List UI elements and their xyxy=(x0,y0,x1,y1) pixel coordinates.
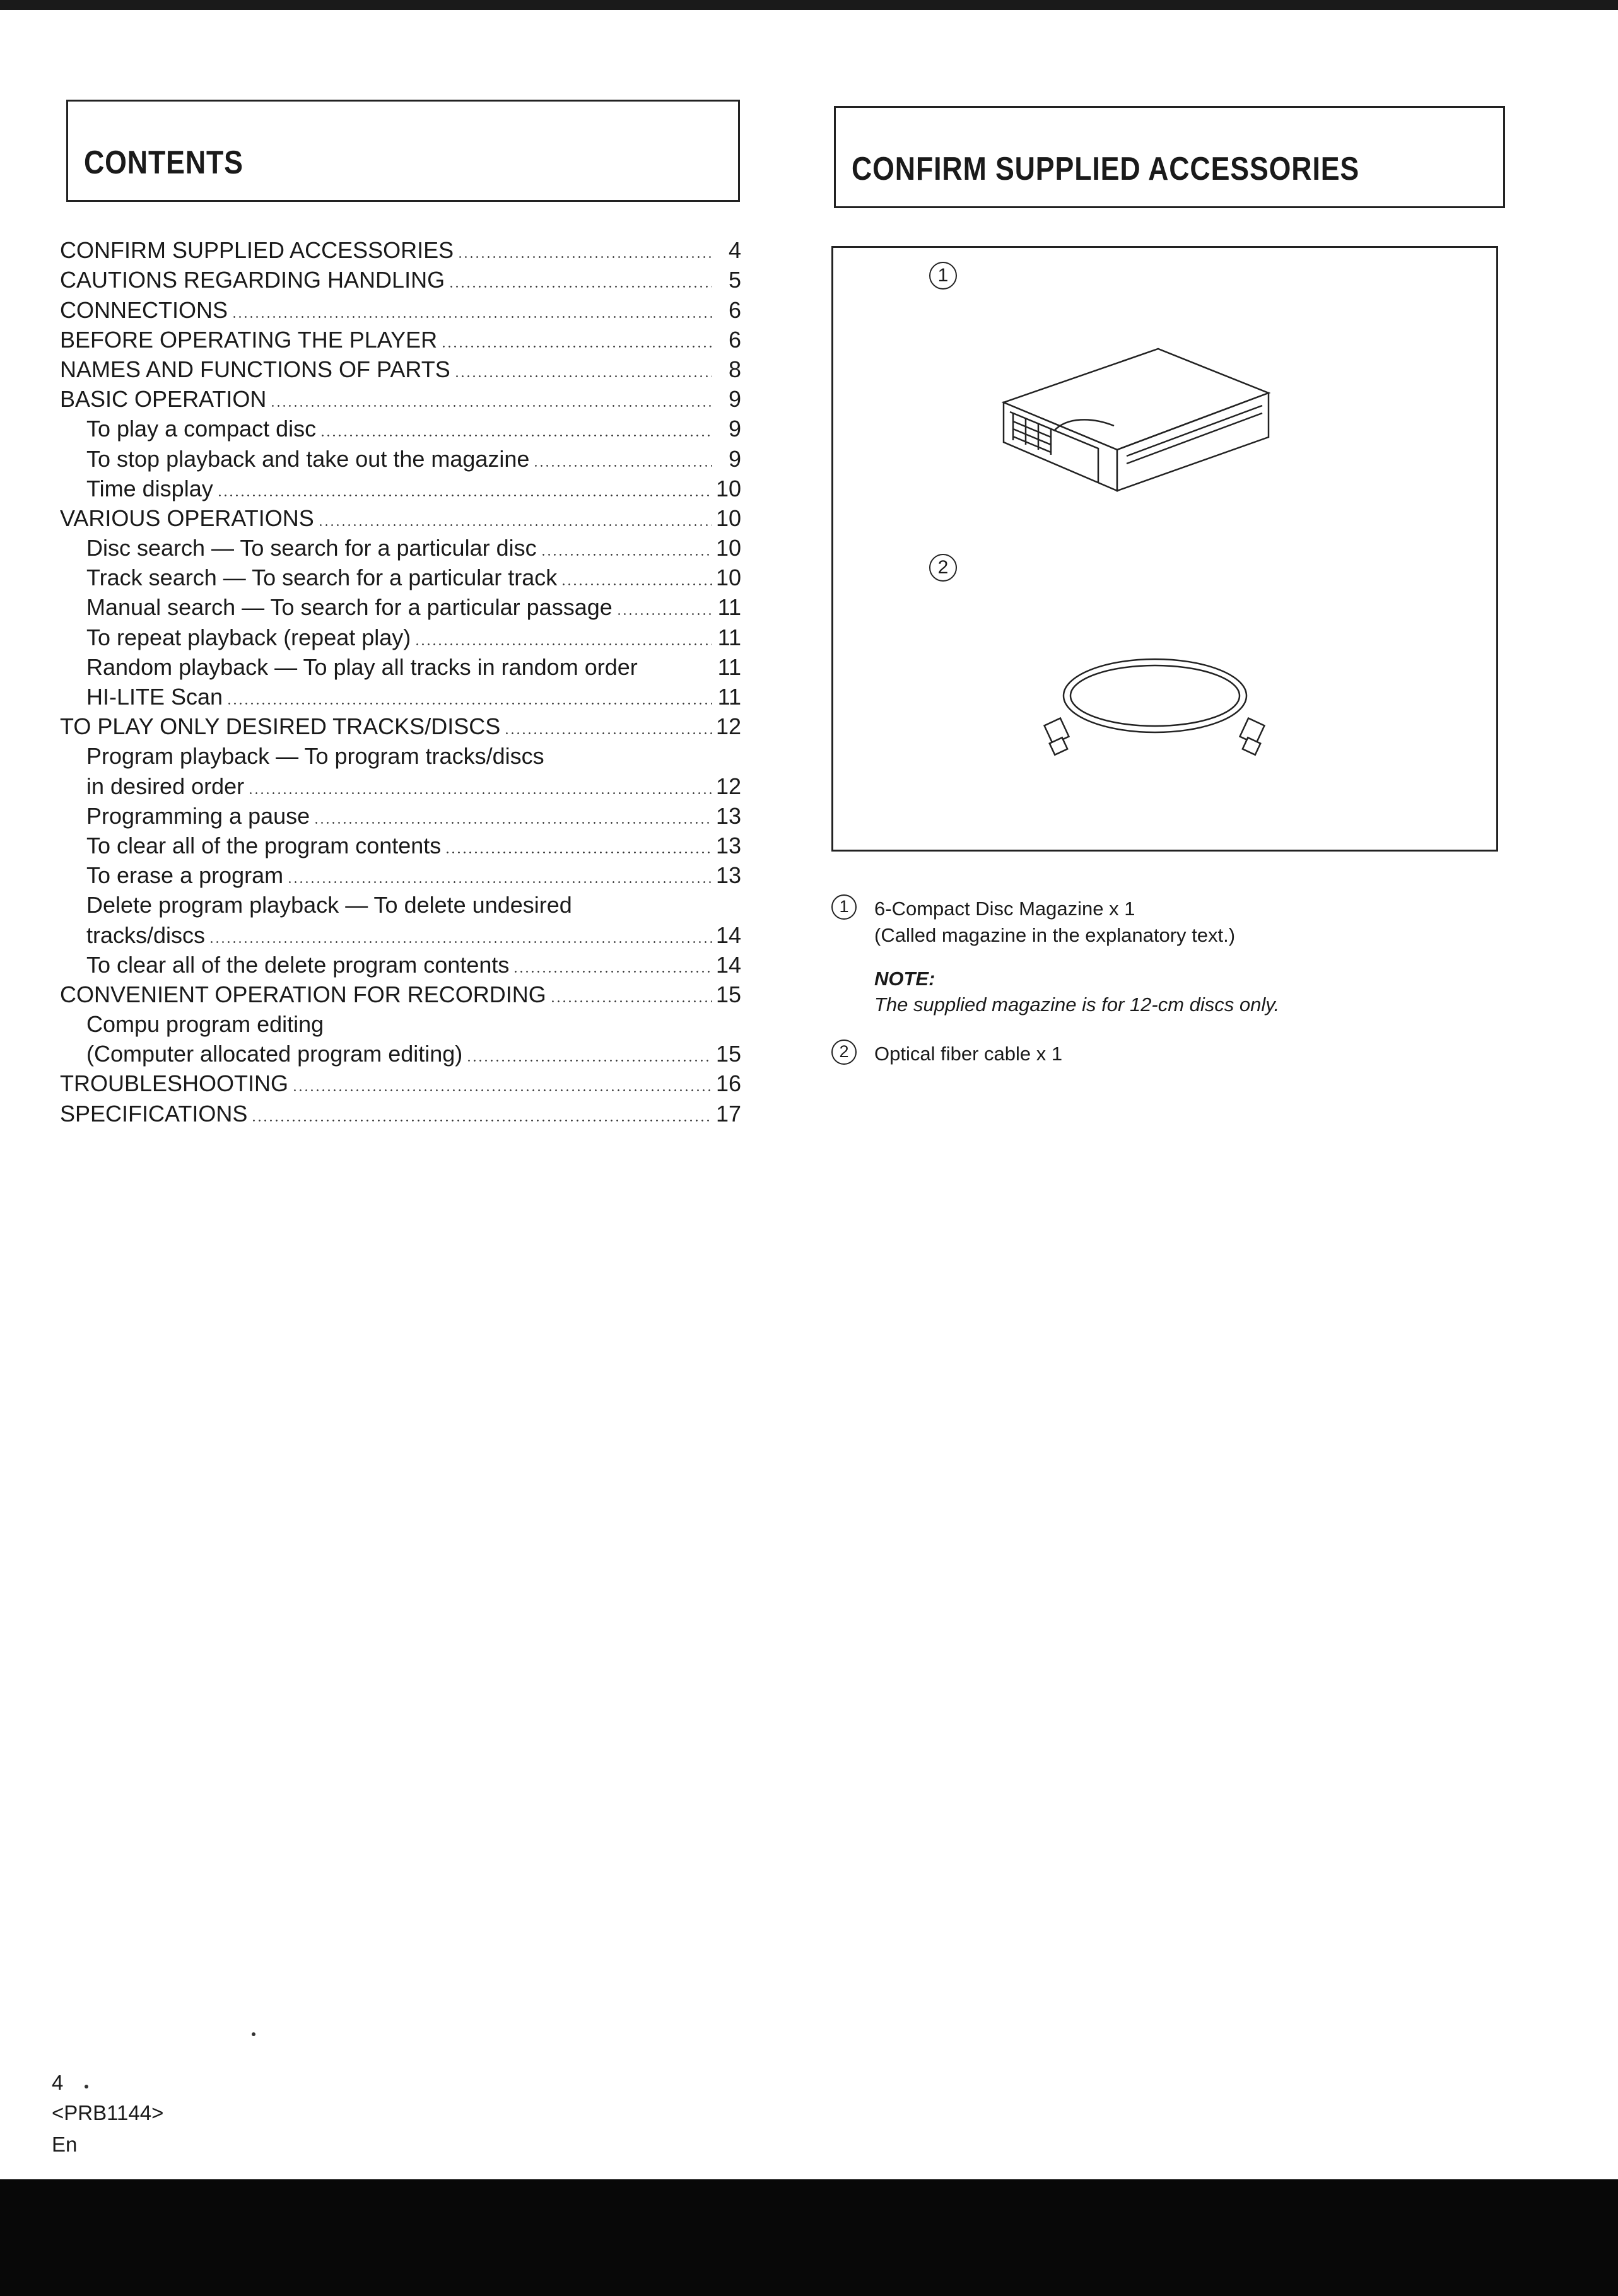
toc-entry[interactable] xyxy=(60,680,741,710)
page-number: 4 xyxy=(52,2071,64,2094)
scan-speck xyxy=(252,2032,255,2036)
toc-entry-label: Time display xyxy=(86,475,213,501)
toc-entry-label: Programming a pause xyxy=(86,802,310,829)
toc-entry-label: SPECIFICATIONS xyxy=(60,1100,248,1127)
toc-leader-dots xyxy=(457,256,712,258)
toc-entry-page: 13 xyxy=(715,802,741,829)
toc-leader-dots xyxy=(448,286,712,288)
toc-entry-page: 10 xyxy=(715,535,741,561)
contents-title: CONTENTS xyxy=(84,144,243,181)
toc-entry-page: 13 xyxy=(715,862,741,889)
table-of-contents xyxy=(60,233,741,1127)
accessory-2-name: Optical fiber cable x 1 xyxy=(874,1043,1063,1065)
toc-entry-page: 10 xyxy=(715,505,741,531)
toc-leader-dots xyxy=(251,1120,712,1122)
toc-entry-page: 8 xyxy=(728,356,741,382)
toc-entry-page: 11 xyxy=(717,594,741,621)
toc-leader-dots xyxy=(414,643,712,645)
toc-entry[interactable] xyxy=(60,1096,741,1126)
toc-entry-page: 13 xyxy=(715,832,741,858)
toc-entry-label: Track search — To search for a particular track xyxy=(86,565,558,591)
toc-entry[interactable] xyxy=(60,799,741,829)
toc-entry[interactable] xyxy=(60,531,741,561)
toc-entry-label: To repeat playback (repeat play) xyxy=(86,624,411,650)
toc-leader-dots xyxy=(209,941,712,943)
toc-entry-page: 17 xyxy=(715,1100,741,1127)
scan-speck xyxy=(85,2085,88,2088)
toc-entry-page: 11 xyxy=(717,684,741,710)
toc-entry-label: BEFORE OPERATING THE PLAYER xyxy=(60,326,438,353)
toc-entry-page: 12 xyxy=(715,713,741,740)
toc-entry-page: 9 xyxy=(728,416,741,442)
toc-entry-page: 9 xyxy=(728,386,741,413)
document-code: <PRB1144> xyxy=(52,2101,164,2124)
toc-leader-dots xyxy=(318,524,712,526)
toc-entry-label: VARIOUS OPERATIONS xyxy=(60,505,314,531)
toc-entry[interactable] xyxy=(60,1067,741,1096)
accessories-title: CONFIRM SUPPLIED ACCESSORIES xyxy=(852,151,1360,187)
toc-entry[interactable] xyxy=(60,501,741,531)
toc-entry[interactable] xyxy=(60,739,741,769)
item-number-2: 2 xyxy=(831,1040,857,1065)
toc-leader-dots xyxy=(642,673,712,675)
toc-leader-dots xyxy=(576,911,712,913)
toc-entry-page: 16 xyxy=(715,1070,741,1097)
accessory-1-desc: (Called magazine in the explanatory text.) xyxy=(874,924,1236,946)
toc-leader-dots xyxy=(454,375,712,377)
toc-entry[interactable] xyxy=(60,1007,741,1037)
toc-leader-dots xyxy=(550,1000,712,1002)
toc-entry-page: 11 xyxy=(717,624,741,650)
toc-entry-page: 5 xyxy=(728,267,741,293)
toc-entry-label: Random playback — To play all tracks in random order xyxy=(86,653,638,680)
disc-magazine-illustration xyxy=(991,343,1275,507)
optical-cable-illustration xyxy=(1029,652,1281,778)
scan-top-edge xyxy=(0,0,1618,10)
toc-entry-label: (Computer allocated program editing) xyxy=(86,1041,463,1067)
toc-leader-dots xyxy=(504,732,712,734)
toc-leader-dots xyxy=(292,1089,712,1091)
toc-leader-dots xyxy=(314,822,712,824)
language-code: En xyxy=(52,2133,78,2156)
accessories-illustration xyxy=(831,246,1498,852)
toc-entry-page: 15 xyxy=(715,1041,741,1067)
toc-entry-label: in desired order xyxy=(86,773,245,799)
toc-leader-dots xyxy=(226,703,712,705)
toc-entry-page: 4 xyxy=(728,237,741,264)
toc-entry-label: To stop playback and take out the magazine xyxy=(86,445,530,472)
toc-entry[interactable] xyxy=(60,382,741,412)
accessories-list xyxy=(831,896,1525,1067)
item-number-1: 1 xyxy=(831,894,857,920)
toc-entry-page: 10 xyxy=(715,565,741,591)
toc-entry-page: 6 xyxy=(728,326,741,353)
toc-entry[interactable] xyxy=(60,472,741,501)
toc-entry[interactable] xyxy=(60,710,741,739)
scan-bottom-edge xyxy=(0,2179,1618,2296)
toc-entry[interactable] xyxy=(60,769,741,799)
accessory-1-name: 6-Compact Disc Magazine x 1 xyxy=(874,898,1135,920)
toc-entry-label: tracks/discs xyxy=(86,922,206,948)
toc-entry-label: Program playback — To program tracks/discs xyxy=(86,743,544,770)
toc-entry-page: 9 xyxy=(728,445,741,472)
toc-entry[interactable] xyxy=(60,233,741,263)
toc-entry-label: BASIC OPERATION xyxy=(60,386,267,413)
accessory-item-1 xyxy=(831,896,1525,1018)
toc-entry-page: 15 xyxy=(715,981,741,1007)
toc-leader-dots xyxy=(513,971,712,973)
toc-entry[interactable] xyxy=(60,858,741,888)
toc-entry-label: Compu program editing xyxy=(86,1011,324,1038)
accessory-item-2 xyxy=(831,1041,1525,1067)
toc-entry-label: HI-LITE Scan xyxy=(86,684,223,710)
toc-leader-dots xyxy=(561,583,712,585)
note-text: The supplied magazine is for 12-cm discs only. xyxy=(874,993,1280,1016)
note-title: NOTE: xyxy=(874,968,935,990)
toc-leader-dots xyxy=(320,435,712,436)
toc-entry[interactable] xyxy=(60,1037,741,1067)
toc-leader-dots xyxy=(270,405,712,407)
toc-entry[interactable] xyxy=(60,978,741,1007)
toc-entry-page: 10 xyxy=(715,475,741,501)
toc-leader-dots xyxy=(548,762,712,764)
toc-entry-label: To erase a program xyxy=(86,862,284,889)
toc-entry[interactable] xyxy=(60,263,741,293)
toc-entry-label: To clear all of the delete program contents xyxy=(86,951,510,978)
toc-entry[interactable] xyxy=(60,412,741,442)
toc-entry[interactable] xyxy=(60,620,741,650)
toc-entry[interactable] xyxy=(60,353,741,382)
toc-leader-dots xyxy=(441,346,712,348)
toc-leader-dots xyxy=(217,495,712,496)
toc-entry[interactable] xyxy=(60,442,741,471)
figure-label-1: 1 xyxy=(929,262,957,290)
toc-entry-label: TROUBLESHOOTING xyxy=(60,1070,289,1097)
toc-entry[interactable] xyxy=(60,948,741,978)
toc-entry-page: 14 xyxy=(715,951,741,978)
toc-entry-label: CAUTIONS REGARDING HANDLING xyxy=(60,267,445,293)
toc-leader-dots xyxy=(533,465,712,467)
toc-entry-label: Disc search — To search for a particular disc xyxy=(86,535,537,561)
toc-entry[interactable] xyxy=(60,293,741,322)
toc-leader-dots xyxy=(287,881,712,883)
figure-label-2: 2 xyxy=(929,554,957,582)
toc-leader-dots xyxy=(541,554,712,556)
toc-entry[interactable] xyxy=(60,590,741,620)
toc-entry[interactable] xyxy=(60,918,741,947)
toc-entry-label: CONFIRM SUPPLIED ACCESSORIES xyxy=(60,237,454,264)
toc-entry-label: NAMES AND FUNCTIONS OF PARTS xyxy=(60,356,450,382)
toc-entry-label: To clear all of the program contents xyxy=(86,832,442,858)
toc-entry-page: 14 xyxy=(715,922,741,948)
toc-entry[interactable] xyxy=(60,888,741,918)
toc-leader-dots xyxy=(616,613,712,615)
toc-entry-page: 6 xyxy=(728,296,741,323)
toc-entry-page: 12 xyxy=(715,773,741,799)
toc-leader-dots xyxy=(466,1060,712,1062)
toc-entry-label: To play a compact disc xyxy=(86,416,317,442)
toc-entry[interactable] xyxy=(60,829,741,858)
toc-entry-label: TO PLAY ONLY DESIRED TRACKS/DISCS xyxy=(60,713,501,740)
toc-leader-dots xyxy=(327,1030,712,1032)
toc-entry-label: CONNECTIONS xyxy=(60,296,228,323)
toc-leader-dots xyxy=(232,316,712,318)
toc-entry[interactable] xyxy=(60,323,741,353)
toc-entry[interactable] xyxy=(60,650,741,680)
toc-leader-dots xyxy=(248,792,712,794)
toc-leader-dots xyxy=(445,852,712,853)
toc-entry-label: Manual search — To search for a particular passage xyxy=(86,594,613,621)
toc-entry-label: Delete program playback — To delete undesired xyxy=(86,892,572,918)
toc-entry[interactable] xyxy=(60,561,741,590)
toc-entry-page: 11 xyxy=(717,653,741,680)
toc-entry-label: CONVENIENT OPERATION FOR RECORDING xyxy=(60,981,546,1007)
